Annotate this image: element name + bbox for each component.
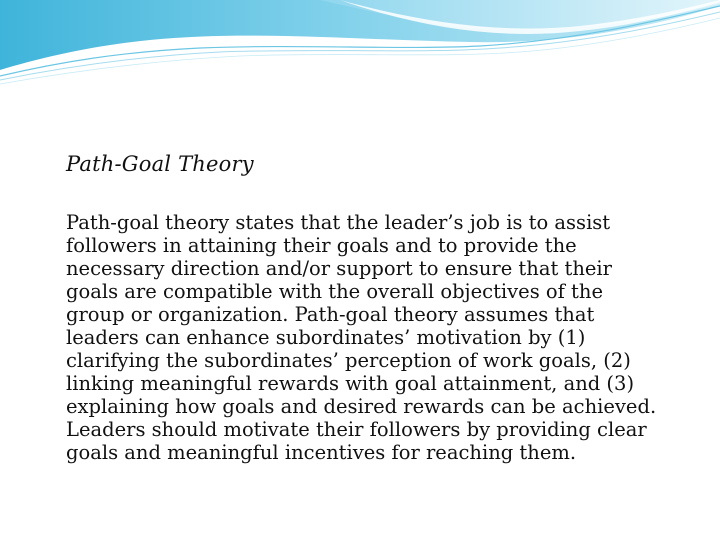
- slide-title: Path-Goal Theory: [66, 152, 254, 176]
- body-line: clarifying the subordinates’ perception of work goals, (2): [66, 349, 631, 372]
- body-line: necessary direction and/or support to ensure that their: [66, 257, 612, 280]
- body-line: goals are compatible with the overall objectives of the: [66, 280, 603, 303]
- body-line: group or organization. Path-goal theory assumes that: [66, 303, 595, 326]
- body-line: Leaders should motivate their followers by providing clear: [66, 418, 647, 441]
- body-line: followers in attaining their goals and to provide the: [66, 234, 577, 257]
- body-line: leaders can enhance subordinates’ motivation by (1): [66, 326, 586, 349]
- body-line: goals and meaningful incentives for reaching them.: [66, 441, 577, 464]
- wave-header-decoration: [0, 0, 720, 90]
- body-line: explaining how goals and desired rewards can be achieved.: [66, 395, 657, 418]
- body-line: linking meaningful rewards with goal attainment, and (3): [66, 372, 635, 395]
- slide-body-text: [66, 211, 696, 464]
- body-line: Path-goal theory states that the leader’s job is to assist: [66, 211, 611, 234]
